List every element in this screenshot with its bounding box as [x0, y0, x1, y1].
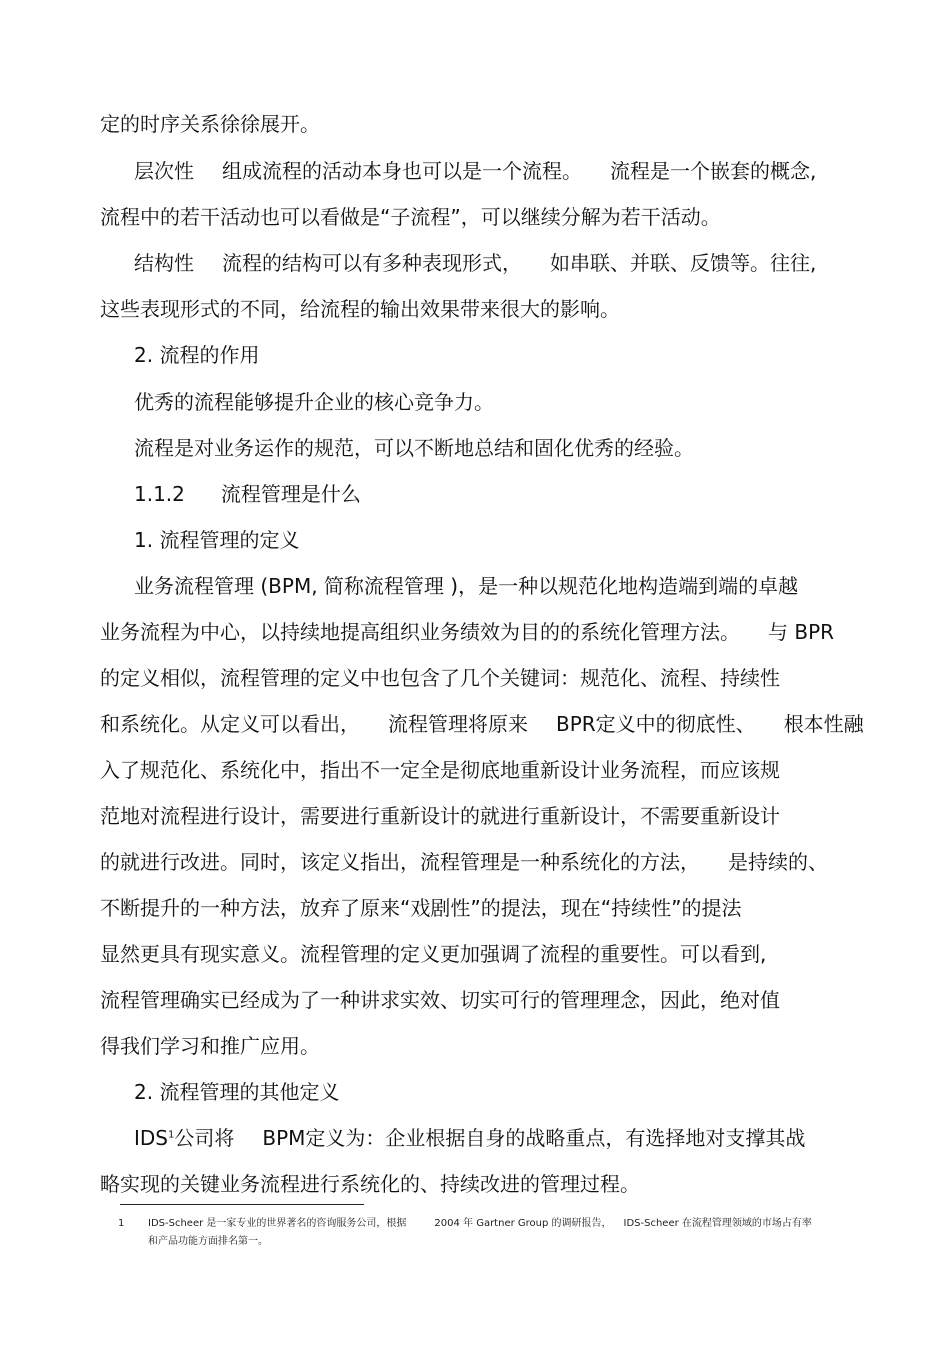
term-hierarchy: 层次性 [134, 159, 194, 183]
footnote: 1 IDS-Scheer 是一家专业的世界著名的咨询服务公司，根据 2004 年 Gartner Group 的调研报告， IDS-Scheer 在流程管理领域的市场占有率 [118, 1216, 812, 1232]
section-heading: 1. 流程管理的定义 [134, 528, 300, 552]
paragraph-line: 的定义相似，流程管理的定义中也包含了几个关键词：规范化、流程、持续性 [100, 666, 780, 690]
paragraph-line: 结构性 流程的结构可以有多种表现形式， 如串联、并联、反馈等。往往, [134, 251, 817, 275]
paragraph-line: 的就进行改进。同时，该定义指出，流程管理是一种系统化的方法， 是持续的、 [100, 850, 828, 874]
paragraph-line: 入了规范化、系统化中，指出不一定全是彻底地重新设计业务流程，而应该规 [100, 758, 780, 782]
paragraph-line: 流程是对业务运作的规范，可以不断地总结和固化优秀的经验。 [134, 436, 694, 460]
footnote-reference[interactable]: 1 [168, 1129, 175, 1141]
paragraph-line: 这些表现形式的不同，给流程的输出效果带来很大的影响。 [100, 297, 620, 321]
subsection-heading [134, 480, 361, 508]
paragraph-line: 范地对流程进行设计，需要进行重新设计的就进行重新设计，不需要重新设计 [100, 804, 780, 828]
section-heading: 2. 流程的作用 [134, 343, 260, 367]
paragraph-line: 业务流程管理 (BPM, 简称流程管理 )，是一种以规范化地构造端到端的卓越 [134, 574, 799, 598]
paragraph-line: IDS$^1$公司将 BPM定义为：企业根据自身的战略重点，有选择地对支撑其战 [134, 1126, 806, 1150]
paragraph-line: 定的时序关系徐徐展开。 [100, 112, 320, 136]
footnote-number: 1 [118, 1218, 125, 1229]
section-heading: 2. 流程管理的其他定义 [134, 1080, 340, 1104]
paragraph-line: 和系统化。从定义可以看出， 流程管理将原来 BPR定义中的彻底性、 根本性融 [100, 712, 864, 736]
paragraph-line: 优秀的流程能够提升企业的核心竞争力。 [134, 390, 494, 414]
paragraph-line: 业务流程为中心，以持续地提高组织业务绩效为目的的系统化管理方法。 与 BPR [100, 620, 835, 644]
paragraph-line: 流程管理确实已经成为了一种讲求实效、切实可行的管理理念，因此，绝对值 [100, 988, 780, 1012]
term-structure: 结构性 [134, 251, 194, 275]
footnote-divider [120, 1204, 364, 1205]
paragraph-line: 略实现的关键业务流程进行系统化的、持续改进的管理过程。 [100, 1172, 640, 1196]
footnote-continuation: 和产品功能方面排名第一。 [148, 1236, 268, 1247]
paragraph-line: 不断提升的一种方法，放弃了原来“戏剧性”的提法，现在“持续性”的提法 [100, 896, 742, 920]
paragraph-line: 得我们学习和推广应用。 [100, 1034, 320, 1058]
paragraph-line: 流程中的若干活动也可以看做是“子流程”，可以继续分解为若干活动。 [100, 205, 721, 229]
section-number: 1.1.2 [134, 482, 185, 506]
paragraph-line: 层次性 组成流程的活动本身也可以是一个流程。 流程是一个嵌套的概念, [134, 159, 817, 183]
section-title: 流程管理是什么 [220, 482, 361, 506]
paragraph-line: 显然更具有现实意义。流程管理的定义更加强调了流程的重要性。可以看到, [100, 942, 767, 966]
